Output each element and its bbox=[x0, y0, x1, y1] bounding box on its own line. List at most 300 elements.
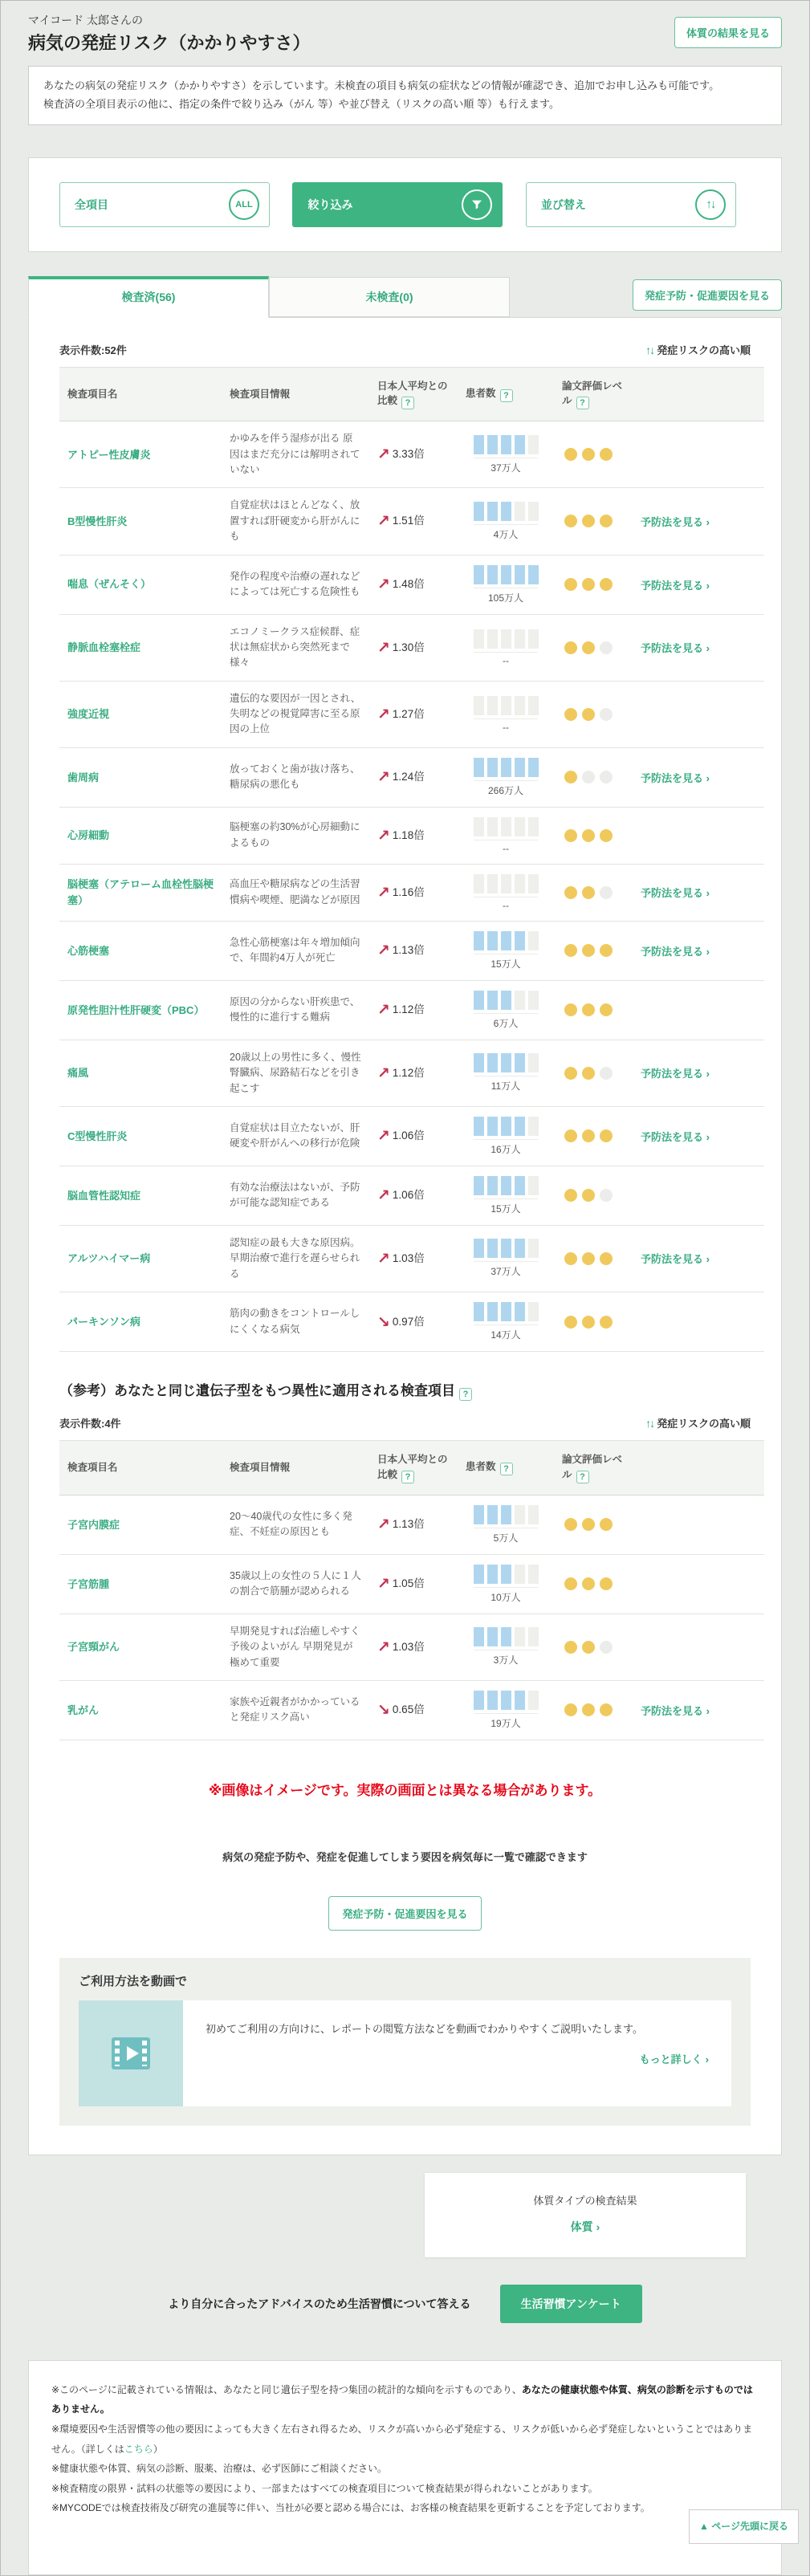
disease-name-link[interactable]: 脳梗塞（アテローム血栓性脳梗塞） bbox=[67, 878, 214, 906]
evidence-dot bbox=[600, 1577, 613, 1590]
prevention-link[interactable]: 予防法を見る › bbox=[641, 1253, 710, 1266]
evidence-level-dots bbox=[562, 771, 625, 783]
evidence-dot bbox=[564, 448, 577, 461]
table2-sort-control[interactable]: ↑↓ 発症リスクの高い順 bbox=[645, 1417, 751, 1430]
evidence-dot bbox=[582, 1703, 595, 1716]
help-icon[interactable]: ? bbox=[576, 397, 589, 409]
patient-count-gauge bbox=[466, 1565, 546, 1584]
gauge-bar bbox=[487, 1117, 498, 1136]
gauge-bar bbox=[501, 565, 511, 584]
table-row bbox=[59, 864, 764, 921]
patient-count-gauge bbox=[466, 1053, 546, 1072]
footer-notes bbox=[28, 2360, 788, 2575]
evidence-dot bbox=[600, 448, 613, 461]
risk-arrow-icon: ↗ bbox=[377, 1187, 390, 1205]
gauge-bar bbox=[474, 565, 484, 584]
gauge-bar bbox=[528, 629, 539, 649]
gauge-bar bbox=[501, 435, 511, 454]
gauge-bar bbox=[528, 1691, 539, 1710]
image-disclaimer: ※画像はイメージです。実際の画面とは異なる場合があります。 bbox=[208, 1782, 602, 1798]
patient-count-value: -- bbox=[474, 840, 538, 854]
evidence-dot bbox=[564, 1003, 577, 1016]
disease-name-link[interactable]: アルツハイマー病 bbox=[67, 1252, 151, 1265]
evidence-dot bbox=[600, 886, 613, 899]
details-link[interactable]: こちら bbox=[124, 2443, 153, 2455]
gauge-bar bbox=[515, 758, 525, 777]
patient-count-value: 37万人 bbox=[474, 458, 538, 474]
risk-arrow-icon: ↘ bbox=[377, 1702, 390, 1719]
disease-name-link[interactable]: 痛風 bbox=[67, 1067, 89, 1080]
disease-name-link[interactable]: B型慢性肝炎 bbox=[67, 515, 128, 527]
column-header: 患者数 ? bbox=[458, 367, 554, 421]
gauge-bar bbox=[474, 1117, 484, 1136]
gauge-bar bbox=[501, 931, 511, 950]
gauge-bar bbox=[515, 629, 525, 649]
column-header: 検査項目情報 bbox=[222, 1441, 369, 1496]
prevention-cta-text: 病気の発症予防や、発症を促進してしまう要因を病気毎に一覧で確認できます bbox=[222, 1850, 588, 1863]
evidence-dot bbox=[582, 1067, 595, 1080]
evidence-dot bbox=[564, 944, 577, 957]
disease-name-link[interactable]: 静脈血栓塞栓症 bbox=[67, 641, 141, 653]
patient-count-value: 6万人 bbox=[474, 1013, 538, 1030]
evidence-dot bbox=[582, 829, 595, 842]
disease-name-link[interactable]: 強度近視 bbox=[67, 707, 110, 720]
user-name: マイコード 太郎さんの bbox=[28, 14, 144, 26]
gauge-bar bbox=[515, 1302, 525, 1321]
patient-count-value: 16万人 bbox=[474, 1139, 538, 1156]
survey-row bbox=[28, 2285, 782, 2323]
patient-count-value: 37万人 bbox=[474, 1261, 538, 1278]
disease-info: 有効な治療法はないが、予防が可能な認知症である bbox=[222, 1166, 369, 1225]
gauge-bar bbox=[501, 629, 511, 649]
gauge-bar bbox=[487, 1505, 498, 1524]
disease-info: 遺伝的な要因が一因とされ、失明などの視覚障害に至る原因の上位 bbox=[222, 681, 369, 747]
footer-note-5: ※MYCODEでは検査技術及び研究の進展等に伴い、当社が必要と認める場合には、お客様の検査結果を更新することを予定しております。 bbox=[51, 2502, 650, 2514]
gauge-bar bbox=[528, 1627, 539, 1646]
filter-narrow-label: 絞り込み bbox=[307, 197, 353, 211]
gauge-bar bbox=[528, 1176, 539, 1195]
footer-note-3: ※健康状態や体質、病気の診断、服薬、治療は、必ず医師にご相談ください。 bbox=[51, 2463, 388, 2475]
footer-note-1: ※このページに記載されている情報は、あなたと同じ遺伝子型を持つ集団の統計的な傾向を示すものであり、あなたの健康状態や体質、病気の診断を示すものではありません。 bbox=[51, 2383, 753, 2415]
column-header: 日本人平均との比較 ? bbox=[369, 367, 458, 421]
evidence-dot bbox=[600, 829, 613, 842]
disease-name-link[interactable]: 子宮頸がん bbox=[67, 1641, 120, 1654]
evidence-dot bbox=[582, 708, 595, 721]
gauge-bar bbox=[487, 1691, 498, 1710]
risk-arrow-icon: ↗ bbox=[377, 1128, 390, 1146]
evidence-dot bbox=[600, 1641, 613, 1654]
table1-sort-control[interactable]: ↑↓ 発症リスクの高い順 bbox=[645, 343, 751, 356]
gauge-bar bbox=[487, 1239, 498, 1258]
prevention-factors-button[interactable]: 発症予防・促進要因を見る bbox=[633, 279, 782, 311]
risk-arrow-icon: ↗ bbox=[377, 827, 390, 844]
prevention-link[interactable]: 予防法を見る › bbox=[641, 579, 710, 592]
gauge-bar bbox=[501, 1505, 511, 1524]
risk-arrow-icon: ↗ bbox=[377, 1064, 390, 1082]
gauge-bar bbox=[515, 1505, 525, 1524]
gauge-bar bbox=[474, 758, 484, 777]
prevention-cta-button[interactable]: 発症予防・促進要因を見る bbox=[328, 1896, 481, 1931]
help-icon[interactable]: ? bbox=[401, 397, 414, 409]
risk-ratio-value: 3.33倍 bbox=[392, 448, 425, 461]
risk-arrow-icon: ↗ bbox=[377, 706, 390, 723]
gauge-bar bbox=[474, 1505, 484, 1524]
disease-name-link[interactable]: C型慢性肝炎 bbox=[67, 1129, 128, 1142]
gauge-bar bbox=[487, 502, 498, 521]
table2-count: 表示件数:4件 bbox=[59, 1418, 121, 1430]
gauge-bar bbox=[501, 991, 511, 1010]
evidence-dot bbox=[582, 448, 595, 461]
table-row bbox=[59, 488, 764, 555]
sort-arrows-icon: ↑↓ bbox=[645, 343, 654, 356]
table1-count: 表示件数:52件 bbox=[59, 344, 127, 356]
risk-ratio-value: 0.65倍 bbox=[392, 1703, 425, 1716]
table-row bbox=[59, 1106, 764, 1166]
evidence-dot bbox=[564, 1067, 577, 1080]
tested-items-table bbox=[59, 367, 764, 1353]
table-row bbox=[59, 807, 764, 864]
risk-ratio-value: 1.51倍 bbox=[392, 515, 425, 527]
patient-count-gauge bbox=[466, 502, 546, 521]
patient-count-gauge bbox=[466, 1691, 546, 1710]
gauge-bar bbox=[474, 1176, 484, 1195]
evidence-dot bbox=[564, 1189, 577, 1202]
gauge-bar bbox=[487, 1565, 498, 1584]
risk-arrow-icon: ↗ bbox=[377, 884, 390, 901]
evidence-level-dots bbox=[562, 1003, 625, 1016]
evidence-dot bbox=[600, 1703, 613, 1716]
evidence-dot bbox=[600, 1067, 613, 1080]
column-header: 検査項目情報 bbox=[222, 367, 369, 421]
gauge-bar bbox=[515, 1239, 525, 1258]
patient-count-gauge bbox=[466, 629, 546, 649]
survey-text: より自分に合ったアドバイスのため生活習慣について答える bbox=[168, 2297, 471, 2310]
gauge-bar bbox=[515, 1565, 525, 1584]
table-row bbox=[59, 1166, 764, 1225]
gauge-bar bbox=[528, 1302, 539, 1321]
gauge-bar bbox=[474, 817, 484, 836]
risk-ratio-value: 1.16倍 bbox=[392, 885, 425, 898]
disease-info: 20歳以上の男性に多く、慢性腎臓病、尿路結石などを引き起こす bbox=[222, 1040, 369, 1106]
table-row bbox=[59, 614, 764, 681]
disease-name-link[interactable]: 心房細動 bbox=[67, 829, 110, 841]
evidence-dot bbox=[600, 578, 613, 591]
disease-name-link[interactable]: 喘息（ぜんそく） bbox=[67, 578, 152, 591]
gauge-bar bbox=[515, 991, 525, 1010]
evidence-dot bbox=[582, 1641, 595, 1654]
risk-arrow-icon: ↗ bbox=[377, 769, 390, 787]
prevention-link[interactable]: 予防法を見る › bbox=[641, 1068, 710, 1080]
table-row bbox=[59, 747, 764, 807]
lifestyle-survey-button[interactable]: 生活習慣アンケート bbox=[500, 2285, 642, 2323]
gauge-bar bbox=[474, 1053, 484, 1072]
patient-count-gauge bbox=[466, 1117, 546, 1136]
patient-count-value: -- bbox=[474, 897, 538, 911]
disease-info: 自覚症状は目立たないが、肝硬変や肝がんへの移行が危険 bbox=[222, 1106, 369, 1166]
video-guide-body bbox=[183, 2000, 731, 2106]
gauge-bar bbox=[501, 817, 511, 836]
patient-count-gauge bbox=[466, 1176, 546, 1195]
disease-info: かゆみを伴う湿疹が出る 原因はまだ充分には解明されていない bbox=[222, 421, 369, 488]
prevention-link[interactable]: 予防法を見る › bbox=[641, 1130, 710, 1143]
gauge-bar bbox=[474, 1565, 484, 1584]
column-header: 検査項目名 bbox=[59, 1441, 222, 1496]
gauge-bar bbox=[528, 1117, 539, 1136]
disease-name-link[interactable]: 心筋梗塞 bbox=[67, 944, 110, 957]
gauge-bar bbox=[474, 502, 484, 521]
gauge-bar bbox=[528, 931, 539, 950]
evidence-dot bbox=[564, 1641, 577, 1654]
gauge-bar bbox=[487, 758, 498, 777]
risk-ratio-value: 1.12倍 bbox=[392, 1066, 425, 1079]
video-more-link[interactable]: もっと詳しく › bbox=[639, 2053, 709, 2065]
all-badge-icon: ALL bbox=[229, 189, 259, 220]
evidence-dot bbox=[564, 771, 577, 783]
risk-ratio-value: 1.48倍 bbox=[392, 578, 425, 590]
disease-info: 35歳以上の女性の５人に１人の割合で筋腫が認められる bbox=[222, 1554, 369, 1614]
back-to-top-button[interactable]: ▲ ページ先頭に戻る bbox=[689, 2509, 799, 2544]
risk-arrow-icon: ↗ bbox=[377, 1638, 390, 1656]
patient-count-value: 5万人 bbox=[474, 1528, 538, 1544]
patient-count-gauge bbox=[466, 1627, 546, 1646]
risk-ratio-value: 1.13倍 bbox=[392, 1518, 425, 1531]
patient-count-value: -- bbox=[474, 652, 538, 666]
evidence-level-dots bbox=[562, 641, 625, 654]
disease-info: 家族や近親者がかかっていると発症リスク高い bbox=[222, 1680, 369, 1740]
risk-ratio-value: 1.06倍 bbox=[392, 1129, 425, 1142]
gauge-bar bbox=[487, 629, 498, 649]
gauge-bar bbox=[515, 931, 525, 950]
gauge-bar bbox=[515, 1053, 525, 1072]
risk-ratio-value: 1.24倍 bbox=[392, 771, 425, 783]
table-row bbox=[59, 980, 764, 1040]
sort-arrows-icon: ↑↓ bbox=[645, 1417, 654, 1430]
results-card bbox=[28, 317, 782, 2155]
evidence-level-dots bbox=[562, 1703, 625, 1716]
patient-count-value: 15万人 bbox=[474, 1198, 538, 1215]
evidence-level-dots bbox=[562, 1316, 625, 1329]
disease-name-link[interactable]: 子宮筋腫 bbox=[67, 1577, 110, 1590]
disease-name-link[interactable]: 原発性胆汁性肝硬変（PBC） bbox=[67, 1003, 205, 1016]
patient-count-value: 105万人 bbox=[474, 588, 538, 604]
table-row bbox=[59, 1225, 764, 1292]
prevention-link[interactable]: 予防法を見る › bbox=[641, 515, 710, 528]
evidence-dot bbox=[600, 1252, 613, 1265]
table-row bbox=[59, 921, 764, 980]
help-icon[interactable]: ? bbox=[401, 1471, 414, 1483]
gauge-bar bbox=[474, 1239, 484, 1258]
evidence-dot bbox=[564, 515, 577, 527]
disease-name-link[interactable]: 乳がん bbox=[67, 1703, 100, 1716]
evidence-dot bbox=[600, 708, 613, 721]
disease-info: 認知症の最も大きな原因病。早期治療で進行を遅らせられる bbox=[222, 1225, 369, 1292]
video-guide-box bbox=[79, 2000, 731, 2106]
disease-info: 発作の程度や治療の遅れなどによっては死亡する危険性も bbox=[222, 555, 369, 614]
help-icon[interactable]: ? bbox=[576, 1471, 589, 1483]
patient-count-value: 14万人 bbox=[474, 1325, 538, 1341]
evidence-dot bbox=[582, 1252, 595, 1265]
evidence-level-dots bbox=[562, 1189, 625, 1202]
risk-arrow-icon: ↗ bbox=[377, 639, 390, 657]
risk-ratio-value: 1.27倍 bbox=[392, 707, 425, 720]
risk-ratio-value: 1.06倍 bbox=[392, 1189, 425, 1202]
gauge-bar bbox=[528, 817, 539, 836]
patient-count-gauge bbox=[466, 1239, 546, 1258]
patient-count-value: -- bbox=[474, 718, 538, 733]
disease-info: 自覚症状はほとんどなく、放置すれば肝硬変から肝がんにも bbox=[222, 488, 369, 555]
gauge-bar bbox=[515, 565, 525, 584]
gauge-bar bbox=[515, 502, 525, 521]
prevention-link[interactable]: 予防法を見る › bbox=[641, 642, 710, 655]
evidence-dot bbox=[582, 578, 595, 591]
taishitsu-link[interactable]: 体質 › bbox=[570, 2220, 600, 2233]
gauge-bar bbox=[515, 1691, 525, 1710]
evidence-level-dots bbox=[562, 1067, 625, 1080]
gauge-bar bbox=[501, 758, 511, 777]
evidence-level-dots bbox=[562, 515, 625, 527]
disease-info: 高血圧や糖尿病などの生活習慣病や喫煙、肥満などが原因 bbox=[222, 864, 369, 921]
evidence-dot bbox=[564, 1252, 577, 1265]
gauge-bar bbox=[501, 1565, 511, 1584]
filter-all-button[interactable] bbox=[59, 182, 270, 227]
gauge-bar bbox=[501, 874, 511, 893]
disease-name-link[interactable]: 歯周病 bbox=[67, 771, 100, 783]
table-row bbox=[59, 1495, 764, 1554]
table-row bbox=[59, 1292, 764, 1352]
patient-count-gauge bbox=[466, 1505, 546, 1524]
help-icon[interactable]: ? bbox=[459, 1388, 472, 1401]
patient-count-gauge bbox=[466, 931, 546, 950]
prevention-link[interactable]: 予防法を見る › bbox=[641, 1704, 710, 1717]
gauge-bar bbox=[501, 1053, 511, 1072]
footer-note-4: ※検査精度の限界・試料の状態等の要因により、一部またはすべての検査項目について検査結果が得られないことがあります。 bbox=[51, 2482, 598, 2494]
page-header bbox=[28, 1, 782, 55]
column-header: 論文評価レベル ? bbox=[554, 1441, 633, 1496]
gauge-bar bbox=[487, 565, 498, 584]
gauge-bar bbox=[515, 1176, 525, 1195]
patient-count-gauge bbox=[466, 696, 546, 715]
risk-ratio-value: 1.30倍 bbox=[392, 641, 425, 653]
table-row bbox=[59, 1040, 764, 1106]
intro-line-2: 検査済の全項目表示の他に、指定の条件で絞り込み（がん 等）や並び替え（リスクの高い順 等）も行えます。 bbox=[43, 97, 560, 110]
filter-narrow-button[interactable] bbox=[292, 182, 503, 227]
tab-tested[interactable]: 検査済(56) bbox=[28, 276, 269, 318]
evidence-dot bbox=[564, 1703, 577, 1716]
lower-section bbox=[28, 2173, 782, 2323]
video-guide-panel bbox=[59, 1958, 751, 2126]
evidence-dot bbox=[600, 1003, 613, 1016]
disease-info: 筋肉の動きをコントロールしにくくなる病気 bbox=[222, 1292, 369, 1352]
evidence-dot bbox=[600, 641, 613, 654]
disease-name-link[interactable]: 脳血管性認知症 bbox=[67, 1189, 141, 1202]
table1-toolbar bbox=[59, 342, 751, 357]
patient-count-gauge bbox=[466, 817, 546, 836]
evidence-dot bbox=[564, 1129, 577, 1142]
disease-name-link[interactable]: アトピー性皮膚炎 bbox=[67, 448, 151, 461]
risk-arrow-icon: ↗ bbox=[377, 1002, 390, 1019]
prevention-link[interactable]: 予防法を見る › bbox=[641, 887, 710, 900]
prevention-link[interactable]: 予防法を見る › bbox=[641, 771, 710, 784]
evidence-level-dots bbox=[562, 1518, 625, 1531]
help-icon[interactable]: ? bbox=[500, 1463, 513, 1475]
evidence-dot bbox=[564, 708, 577, 721]
disease-info: 20〜40歳代の女性に多く発症、不妊症の原因とも bbox=[222, 1495, 369, 1554]
evidence-dot bbox=[600, 1518, 613, 1531]
page-title-block bbox=[28, 12, 311, 55]
gauge-bar bbox=[474, 696, 484, 715]
filter-panel bbox=[28, 157, 782, 252]
gauge-bar bbox=[528, 1053, 539, 1072]
evidence-level-dots bbox=[562, 448, 625, 461]
intro-box bbox=[28, 66, 782, 125]
evidence-dot bbox=[600, 1129, 613, 1142]
risk-arrow-icon: ↗ bbox=[377, 446, 390, 464]
disease-info: エコノミークラス症候群、症状は無症状から突然死まで様々 bbox=[222, 614, 369, 681]
taishitsu-results-button[interactable]: 体質の結果を見る bbox=[674, 17, 782, 48]
patient-count-value: 15万人 bbox=[474, 954, 538, 971]
table-row bbox=[59, 681, 764, 747]
filter-sort-button[interactable] bbox=[526, 182, 736, 227]
gauge-bar bbox=[487, 435, 498, 454]
risk-ratio-value: 1.13倍 bbox=[392, 944, 425, 957]
disease-name-link[interactable]: 子宮内膜症 bbox=[67, 1518, 120, 1531]
evidence-dot bbox=[564, 1577, 577, 1590]
column-header bbox=[633, 1441, 764, 1496]
gauge-bar bbox=[528, 435, 539, 454]
risk-ratio-value: 0.97倍 bbox=[392, 1315, 425, 1328]
evidence-dot bbox=[600, 515, 613, 527]
disease-info: 原因の分からない肝疾患で、慢性的に進行する難病 bbox=[222, 980, 369, 1040]
patient-count-gauge bbox=[466, 435, 546, 454]
column-header: 論文評価レベル ? bbox=[554, 367, 633, 421]
risk-arrow-icon: ↘ bbox=[377, 1313, 390, 1331]
risk-ratio-value: 1.12倍 bbox=[392, 1003, 425, 1016]
gauge-bar bbox=[474, 1302, 484, 1321]
taishitsu-card bbox=[425, 2173, 746, 2257]
evidence-dot bbox=[582, 641, 595, 654]
reference-items-table bbox=[59, 1440, 764, 1740]
disease-name-link[interactable]: パーキンソン病 bbox=[67, 1315, 140, 1328]
tab-untested[interactable]: 未検査(0) bbox=[269, 277, 510, 317]
video-play-icon[interactable] bbox=[79, 2000, 183, 2106]
gauge-bar bbox=[528, 874, 539, 893]
evidence-dot bbox=[582, 1518, 595, 1531]
risk-arrow-icon: ↗ bbox=[377, 513, 390, 531]
disease-info: 急性心筋梗塞は年々増加傾向で、年間約4万人が死亡 bbox=[222, 921, 369, 980]
evidence-level-dots bbox=[562, 708, 625, 721]
gauge-bar bbox=[487, 1627, 498, 1646]
evidence-dot bbox=[564, 829, 577, 842]
evidence-dot bbox=[600, 1189, 613, 1202]
patient-count-gauge bbox=[466, 874, 546, 893]
evidence-dot bbox=[564, 578, 577, 591]
evidence-level-dots bbox=[562, 944, 625, 957]
patient-count-gauge bbox=[466, 565, 546, 584]
evidence-dot bbox=[582, 1129, 595, 1142]
help-icon[interactable]: ? bbox=[500, 389, 513, 402]
gauge-bar bbox=[528, 1505, 539, 1524]
gauge-bar bbox=[487, 931, 498, 950]
gauge-bar bbox=[487, 817, 498, 836]
patient-count-value: 3万人 bbox=[474, 1650, 538, 1666]
gauge-bar bbox=[474, 991, 484, 1010]
tab-bar bbox=[28, 276, 782, 317]
column-header: 患者数 ? bbox=[458, 1441, 554, 1496]
gauge-bar bbox=[474, 1627, 484, 1646]
evidence-dot bbox=[582, 944, 595, 957]
prevention-link[interactable]: 予防法を見る › bbox=[641, 945, 710, 958]
intro-line-1: あなたの病気の発症リスク（かかりやすさ）を示しています。未検査の項目も病気の症状などの情報が確認でき、追加でお申し込みも可能です。 bbox=[43, 79, 720, 92]
